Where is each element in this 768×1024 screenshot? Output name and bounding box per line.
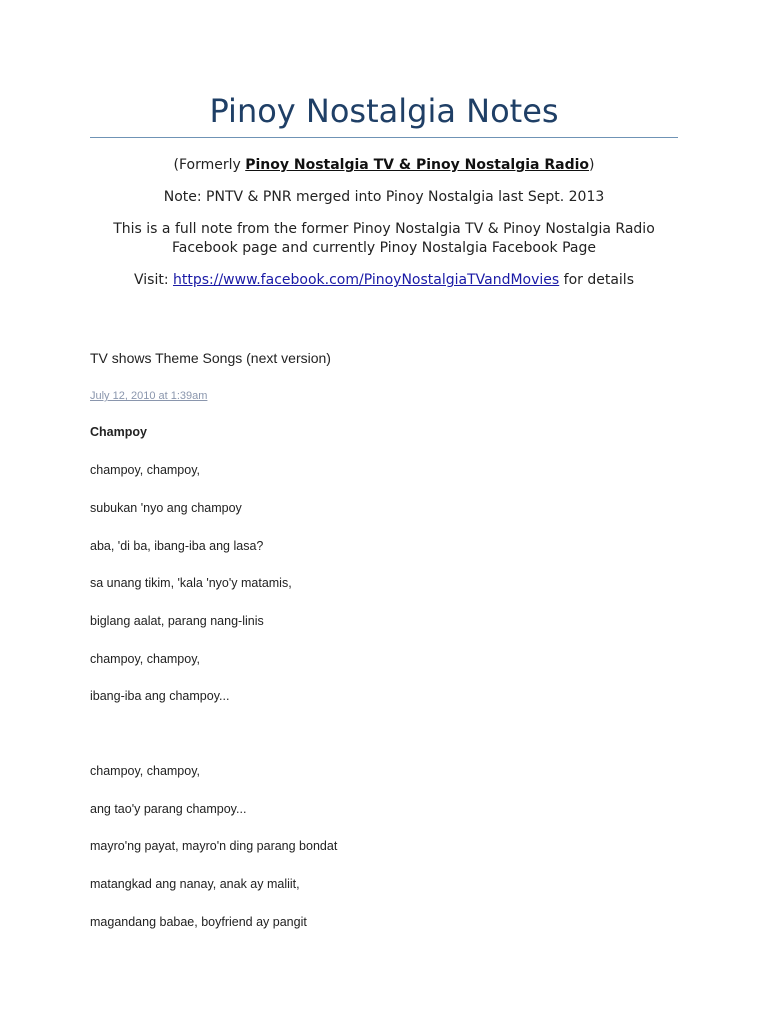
lyric-line: matangkad ang nanay, anak ay maliit, [90,877,300,891]
post-date-link[interactable]: July 12, 2010 at 1:39am [90,390,208,402]
note-header [90,0,678,290]
lyric-line: subukan 'nyo ang champoy [90,501,242,515]
song-title: Champoy [90,425,147,439]
title-divider [90,137,678,138]
facebook-link[interactable]: https://www.facebook.com/PinoyNostalgiaTVandMovies [172,272,560,288]
post-title: TV shows Theme Songs (next version) [90,350,331,366]
formerly-line [90,156,678,175]
lyric-line: champoy, champoy, [90,652,201,666]
visit-suffix: for details [559,272,634,288]
lyric-line: magandang babae, boyfriend ay pangit [90,915,307,929]
visit-prefix: Visit: [133,272,173,288]
lyric-line: mayro'ng payat, mayro'n ding parang bondat [90,839,338,853]
lyric-line: champoy, champoy, [90,764,201,778]
merge-note: Note: PNTV & PNR merged into Pinoy Nostalgia last Sept. 2013 [163,189,605,205]
full-note-line-2: Facebook page and currently Pinoy Nostalgia Facebook Page [172,240,596,256]
formerly-prefix: (Formerly [173,157,246,173]
visit-line [90,271,678,290]
lyric-line: ang tao'y parang champoy... [90,802,247,816]
lyric-line: ibang-iba ang champoy... [90,689,230,703]
page-title: Pinoy Nostalgia Notes [209,92,559,130]
lyric-line: sa unang tikim, 'kala 'nyo'y matamis, [90,576,292,590]
full-note-line-1: This is a full note from the former Pinoy Nostalgia TV & Pinoy Nostalgia Radio [113,221,655,237]
full-note-description [90,220,678,258]
lyric-line: aba, 'di ba, ibang-iba ang lasa? [90,539,264,553]
formerly-suffix: ) [589,157,595,173]
lyric-line: champoy, champoy, [90,463,201,477]
lyric-line: biglang aalat, parang nang-linis [90,614,264,628]
formerly-link[interactable]: Pinoy Nostalgia TV & Pinoy Nostalgia Radio [245,157,590,173]
